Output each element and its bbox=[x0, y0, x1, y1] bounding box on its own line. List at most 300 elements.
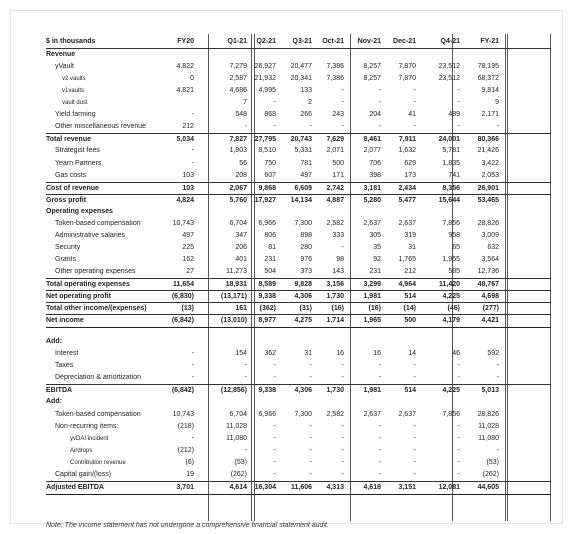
table-cell: 11,420 bbox=[438, 281, 460, 288]
table-cell: - bbox=[378, 446, 381, 454]
table-cell: 976 bbox=[300, 255, 312, 263]
table-cell: 5,280 bbox=[363, 196, 381, 204]
table-cell: 2 bbox=[308, 99, 312, 107]
table-row bbox=[46, 433, 551, 445]
table-cell: 162 bbox=[182, 255, 194, 263]
table-header-row bbox=[46, 36, 551, 49]
table-cell: 4,821 bbox=[176, 87, 194, 95]
table-cell: 3,299 bbox=[363, 281, 381, 288]
table-cell: 21,426 bbox=[477, 147, 499, 155]
table-cell: 81 bbox=[268, 243, 276, 251]
table-cell: 11,028 bbox=[226, 422, 247, 430]
table-cell: - bbox=[309, 374, 312, 382]
table-cell: - bbox=[457, 434, 460, 442]
table-cell: - bbox=[309, 422, 312, 430]
table-cell: 3,009 bbox=[481, 231, 499, 239]
table-cell: 1,632 bbox=[398, 147, 416, 155]
table-row bbox=[46, 218, 551, 230]
table-cell: 143 bbox=[332, 267, 344, 275]
table-cell: 8,257 bbox=[363, 75, 381, 83]
table-cell: 44,605 bbox=[477, 483, 499, 491]
table-cell: 6,966 bbox=[258, 410, 276, 418]
table-cell: 20,341 bbox=[290, 75, 312, 83]
table-cell: 514 bbox=[404, 387, 416, 395]
table-cell: 103 bbox=[182, 171, 194, 179]
table-cell: 2,434 bbox=[398, 184, 416, 192]
table-cell: 15,644 bbox=[438, 196, 460, 204]
table-cell: - bbox=[273, 446, 276, 454]
table-row bbox=[46, 445, 551, 457]
table-row bbox=[46, 194, 551, 207]
table-cell: 154 bbox=[235, 350, 247, 358]
table-cell: - bbox=[496, 362, 499, 370]
table-cell: 7,629 bbox=[326, 136, 344, 144]
table-row bbox=[46, 206, 551, 218]
table-cell: 1,765 bbox=[398, 255, 416, 263]
table-cell: 2,637 bbox=[398, 410, 416, 418]
table-row bbox=[46, 302, 551, 315]
table-cell: (12,856) bbox=[220, 387, 247, 395]
table-row bbox=[46, 457, 551, 469]
table-cell: 781 bbox=[300, 159, 312, 167]
table-row bbox=[46, 97, 551, 109]
table-cell: 7,827 bbox=[229, 136, 247, 144]
table-cell: 898 bbox=[300, 231, 312, 239]
table-cell: - bbox=[309, 362, 312, 370]
row-label: Capital gain/(loss) bbox=[55, 470, 112, 478]
table-cell: 103 bbox=[182, 184, 194, 192]
table-cell: 46 bbox=[452, 350, 460, 358]
table-cell: 1,835 bbox=[442, 159, 460, 167]
table-cell: - bbox=[378, 458, 381, 466]
table-cell: (6,842) bbox=[171, 317, 194, 325]
table-cell: - bbox=[244, 374, 247, 382]
table-cell: 629 bbox=[404, 159, 416, 167]
table-cell: - bbox=[413, 87, 416, 95]
table-cell: 2,067 bbox=[229, 184, 247, 192]
table-cell: 133 bbox=[300, 87, 312, 95]
table-cell: 706 bbox=[369, 159, 381, 167]
column-header: Q1-21 bbox=[227, 38, 247, 45]
row-label: Security bbox=[55, 243, 81, 251]
table-row bbox=[46, 109, 551, 121]
table-cell: - bbox=[496, 446, 499, 454]
row-label: v1vaults bbox=[62, 88, 85, 95]
table-row bbox=[46, 242, 551, 254]
table-cell: - bbox=[191, 374, 194, 382]
table-cell: 9,338 bbox=[258, 387, 276, 395]
table-cell bbox=[152, 97, 194, 109]
table-cell: 10,743 bbox=[172, 410, 194, 418]
table-cell: - bbox=[413, 99, 416, 107]
table-cell: - bbox=[341, 123, 344, 131]
table-cell: - bbox=[273, 362, 276, 370]
table-cell: (14) bbox=[403, 305, 416, 313]
table-row bbox=[46, 469, 551, 481]
table-cell: - bbox=[341, 243, 344, 251]
table-cell: 204 bbox=[369, 111, 381, 119]
table-cell: 2,582 bbox=[326, 410, 344, 418]
table-row bbox=[46, 133, 551, 146]
table-cell: - bbox=[191, 111, 194, 119]
table-cell: - bbox=[273, 422, 276, 430]
table-cell: - bbox=[341, 362, 344, 370]
table-row bbox=[46, 266, 551, 278]
table-cell: (13,171) bbox=[220, 293, 247, 301]
table-cell: 868 bbox=[264, 111, 276, 119]
table-row bbox=[46, 49, 551, 61]
table-cell: 24,001 bbox=[438, 136, 460, 144]
table-cell: - bbox=[378, 422, 381, 430]
table-cell: 7,856 bbox=[442, 410, 460, 418]
table-cell: 958 bbox=[448, 231, 460, 239]
row-label: Net income bbox=[46, 317, 84, 325]
table-cell: 2,582 bbox=[326, 219, 344, 227]
table-cell: 3,422 bbox=[481, 159, 499, 167]
table-row bbox=[46, 409, 551, 421]
table-cell: - bbox=[191, 434, 194, 442]
table-cell: 347 bbox=[235, 231, 247, 239]
table-row bbox=[46, 73, 551, 85]
table-cell: 8,589 bbox=[258, 281, 276, 288]
table-cell: 1,714 bbox=[326, 317, 344, 325]
row-label: Interest bbox=[55, 350, 79, 358]
table-cell: 7,386 bbox=[326, 75, 344, 83]
table-cell: - bbox=[496, 374, 499, 382]
table-cell: 7,870 bbox=[398, 63, 416, 71]
table-cell: (13,010) bbox=[220, 317, 247, 325]
table-row bbox=[46, 421, 551, 433]
row-label: Taxes bbox=[55, 362, 74, 370]
row-label: Total operating expenses bbox=[46, 281, 130, 288]
table-cell: 2,637 bbox=[398, 219, 416, 227]
table-cell: - bbox=[457, 123, 460, 131]
table-cell: 26,901 bbox=[477, 184, 499, 192]
table-cell: - bbox=[378, 470, 381, 478]
table-row bbox=[46, 290, 551, 303]
table-cell: 2,637 bbox=[363, 410, 381, 418]
table-cell: - bbox=[378, 123, 381, 131]
table-cell: 212 bbox=[404, 267, 416, 275]
table-cell: 231 bbox=[369, 267, 381, 275]
row-label: Token-based compensation bbox=[55, 410, 141, 418]
table-cell: 20,477 bbox=[290, 63, 312, 71]
table-cell: 2,053 bbox=[481, 171, 499, 179]
table-cell: - bbox=[273, 99, 276, 107]
table-cell: - bbox=[413, 434, 416, 442]
table-cell: 4,964 bbox=[398, 281, 416, 288]
table-cell: - bbox=[273, 123, 276, 131]
table-cell: (31) bbox=[299, 305, 312, 313]
table-cell: 14,134 bbox=[290, 196, 312, 204]
table-cell: 741 bbox=[448, 171, 460, 179]
row-label: vault dust bbox=[62, 100, 88, 107]
table-cell: - bbox=[413, 422, 416, 430]
table-cell: 319 bbox=[404, 231, 416, 239]
table-cell: - bbox=[378, 87, 381, 95]
table-cell: 373 bbox=[300, 267, 312, 275]
row-label: Other miscellaneous revenue bbox=[55, 123, 147, 131]
table-cell: 16 bbox=[373, 350, 381, 358]
table-cell: 5,760 bbox=[229, 196, 247, 204]
row-label: Add: bbox=[46, 398, 62, 406]
table-cell: 56 bbox=[239, 159, 247, 167]
table-cell: 0 bbox=[190, 75, 194, 83]
table-cell: 7 bbox=[243, 99, 247, 107]
table-cell: - bbox=[309, 470, 312, 478]
table-row bbox=[46, 360, 551, 372]
table-cell: 11,654 bbox=[172, 281, 194, 288]
table-cell: (53) bbox=[234, 458, 247, 466]
table-cell: 1,981 bbox=[363, 387, 381, 395]
table-cell: 607 bbox=[264, 171, 276, 179]
table-cell: 514 bbox=[404, 293, 416, 301]
row-label: Token-based compensation bbox=[55, 219, 141, 227]
table-cell: 17,927 bbox=[254, 196, 276, 204]
table-cell: - bbox=[457, 362, 460, 370]
row-label: Revenue bbox=[46, 51, 76, 59]
table-cell: 8,257 bbox=[363, 63, 381, 71]
table-cell: 548 bbox=[235, 111, 247, 119]
table-cell: 750 bbox=[264, 159, 276, 167]
table-cell: 23,512 bbox=[438, 63, 460, 71]
table-cell: 28,826 bbox=[477, 410, 499, 418]
audit-note: Note: The income statement has not undergone a comprehensive financial statement audit. bbox=[46, 522, 329, 529]
row-label: Depreciation & amortization bbox=[55, 374, 141, 382]
column-header: Q2-21 bbox=[256, 38, 276, 45]
row-label: Grants bbox=[55, 255, 77, 263]
table-row bbox=[46, 384, 551, 397]
table-cell: - bbox=[341, 374, 344, 382]
table-cell: 92 bbox=[373, 255, 381, 263]
table-cell: 19 bbox=[186, 470, 194, 478]
table-cell: (277) bbox=[482, 305, 499, 313]
table-cell: 243 bbox=[332, 111, 344, 119]
column-header: Q3-21 bbox=[292, 38, 312, 45]
row-label: Adjusted EBITDA bbox=[46, 483, 104, 491]
row-label: yvDAI incident bbox=[70, 435, 109, 442]
row-label: Administrative salaries bbox=[55, 231, 126, 239]
table-cell: 7,856 bbox=[442, 219, 460, 227]
table-cell: 2,071 bbox=[326, 147, 344, 155]
table-cell: 12,736 bbox=[477, 267, 499, 275]
table-row bbox=[46, 121, 551, 133]
table-cell: 500 bbox=[404, 317, 416, 325]
column-header: Oct-21 bbox=[322, 38, 344, 45]
row-label: Contribution revenue bbox=[70, 459, 126, 466]
table-cell: - bbox=[341, 87, 344, 95]
table-row bbox=[46, 170, 551, 182]
table-cell: 6,704 bbox=[229, 219, 247, 227]
table-cell: - bbox=[457, 458, 460, 466]
table-cell: 27 bbox=[186, 267, 194, 275]
table-cell: - bbox=[378, 362, 381, 370]
table-cell: - bbox=[191, 362, 194, 370]
row-label: Non-recurring items: bbox=[55, 422, 119, 430]
table-cell: 585 bbox=[448, 267, 460, 275]
table-cell: 8,510 bbox=[258, 147, 276, 155]
table-cell: 333 bbox=[332, 231, 344, 239]
table-cell: 35 bbox=[373, 243, 381, 251]
table-cell: 11,080 bbox=[478, 434, 499, 442]
table-cell: - bbox=[457, 374, 460, 382]
table-cell: (16) bbox=[331, 305, 344, 313]
table-cell: 4,887 bbox=[326, 196, 344, 204]
table-cell: 31 bbox=[304, 350, 312, 358]
table-cell: - bbox=[378, 434, 381, 442]
column-header: Q4-21 bbox=[440, 38, 460, 45]
table-cell: - bbox=[244, 362, 247, 370]
table-cell: - bbox=[273, 470, 276, 478]
table-cell: - bbox=[413, 446, 416, 454]
table-cell: 53,465 bbox=[477, 196, 499, 204]
table-cell: 28,826 bbox=[477, 219, 499, 227]
table-cell: - bbox=[496, 123, 499, 131]
table-cell: 4,995 bbox=[258, 87, 276, 95]
table-cell: - bbox=[457, 87, 460, 95]
table-cell: - bbox=[341, 422, 344, 430]
table-cell: - bbox=[341, 458, 344, 466]
table-cell: 27,795 bbox=[254, 136, 276, 144]
table-cell: (53) bbox=[486, 458, 499, 466]
table-cell: 14 bbox=[408, 350, 416, 358]
table-cell: 4,225 bbox=[442, 293, 460, 301]
table-cell: 398 bbox=[369, 171, 381, 179]
row-label: Gross profit bbox=[46, 196, 87, 204]
table-cell: 3,151 bbox=[398, 483, 416, 491]
table-cell: 21,932 bbox=[254, 75, 276, 83]
table-cell: (6) bbox=[185, 458, 194, 466]
table-cell: - bbox=[457, 99, 460, 107]
row-label: EBITDA bbox=[46, 387, 73, 395]
table-cell: 5,781 bbox=[442, 147, 460, 155]
table-cell: 500 bbox=[332, 159, 344, 167]
row-label: Yearn Partners bbox=[55, 159, 102, 167]
table-cell: - bbox=[413, 458, 416, 466]
table-cell: (218) bbox=[177, 422, 194, 430]
table-cell: - bbox=[309, 458, 312, 466]
table-cell: 4,225 bbox=[442, 387, 460, 395]
table-cell: 68,372 bbox=[477, 75, 499, 83]
table-row bbox=[46, 182, 551, 195]
table-cell: 231 bbox=[264, 255, 276, 263]
table-row bbox=[46, 254, 551, 266]
table-cell: - bbox=[309, 123, 312, 131]
table-row bbox=[46, 396, 551, 408]
table-row bbox=[46, 61, 551, 73]
table-cell: (6,830) bbox=[171, 293, 194, 301]
row-label: Net operating profit bbox=[46, 293, 111, 301]
table-cell: 4,686 bbox=[229, 87, 247, 95]
table-cell: 4,275 bbox=[294, 317, 312, 325]
table-cell: - bbox=[309, 446, 312, 454]
table-cell: 8,977 bbox=[258, 317, 276, 325]
row-label: Other operating expenses bbox=[55, 267, 136, 275]
table-cell: 11,080 bbox=[226, 434, 247, 442]
table-cell: 362 bbox=[264, 350, 276, 358]
table-cell: 9,828 bbox=[294, 281, 312, 288]
table-cell: (46) bbox=[447, 305, 460, 313]
table-cell: 401 bbox=[235, 255, 247, 263]
table-cell: 497 bbox=[182, 231, 194, 239]
row-label: Cost of revenue bbox=[46, 184, 99, 192]
table-cell: 31 bbox=[408, 243, 416, 251]
table-cell: - bbox=[413, 374, 416, 382]
table-cell: 23,512 bbox=[438, 75, 460, 83]
row-label: Gas costs bbox=[55, 171, 87, 179]
row-label: Add: bbox=[46, 338, 62, 346]
row-label: Total other income/(expenses) bbox=[46, 305, 147, 313]
table-cell: 4,179 bbox=[442, 317, 460, 325]
table-cell: 266 bbox=[300, 111, 312, 119]
table-cell: - bbox=[273, 434, 276, 442]
table-cell: (262) bbox=[230, 470, 247, 478]
table-cell: 6,966 bbox=[258, 219, 276, 227]
table-cell: 1,965 bbox=[363, 317, 381, 325]
table-cell: 7,279 bbox=[229, 63, 247, 71]
table-cell: 7,386 bbox=[326, 63, 344, 71]
table-cell: 98 bbox=[336, 255, 344, 263]
table-cell: 12,081 bbox=[438, 483, 460, 491]
table-cell: - bbox=[457, 446, 460, 454]
unit-label: $ in thousands bbox=[46, 38, 96, 45]
table-cell: - bbox=[413, 470, 416, 478]
row-label: v2 vaults bbox=[62, 76, 86, 83]
row-label: Total revenue bbox=[46, 136, 91, 144]
table-cell: 305 bbox=[369, 231, 381, 239]
table-row bbox=[46, 336, 551, 348]
table-cell: 7,870 bbox=[398, 75, 416, 83]
table-cell: 225 bbox=[182, 243, 194, 251]
table-cell: 2,171 bbox=[481, 111, 499, 119]
table-cell: 3,156 bbox=[326, 281, 344, 288]
table-cell: - bbox=[341, 446, 344, 454]
table-cell: - bbox=[413, 362, 416, 370]
table-cell: - bbox=[273, 458, 276, 466]
table-cell: 632 bbox=[487, 243, 499, 251]
table-cell: 9,814 bbox=[481, 87, 499, 95]
table-cell: 16 bbox=[336, 350, 344, 358]
table-cell: - bbox=[457, 422, 460, 430]
table-cell: 16,304 bbox=[254, 483, 276, 491]
table-cell: 497 bbox=[300, 171, 312, 179]
column-header: FY-21 bbox=[480, 38, 499, 45]
table-cell: 4,306 bbox=[294, 387, 312, 395]
table-cell: 3,181 bbox=[363, 184, 381, 192]
table-cell: 10,743 bbox=[172, 219, 194, 227]
table-cell: 4,698 bbox=[481, 293, 499, 301]
table-cell: 65 bbox=[452, 243, 460, 251]
table-cell: 212 bbox=[182, 123, 194, 131]
table-row bbox=[46, 348, 551, 360]
column-header: Dec-21 bbox=[393, 38, 416, 45]
table-cell: 206 bbox=[235, 243, 247, 251]
table-cell: - bbox=[244, 446, 247, 454]
table-cell: 5,013 bbox=[481, 387, 499, 395]
table-cell: 7,300 bbox=[294, 219, 312, 227]
table-cell: - bbox=[309, 434, 312, 442]
table-cell: 4,618 bbox=[363, 483, 381, 491]
table-cell: 2,077 bbox=[363, 147, 381, 155]
table-cell: 1,730 bbox=[326, 293, 344, 301]
table-cell: - bbox=[191, 159, 194, 167]
table-cell: 4,614 bbox=[229, 483, 247, 491]
table-cell: (16) bbox=[368, 305, 381, 313]
table-cell: - bbox=[413, 123, 416, 131]
table-cell: 806 bbox=[264, 231, 276, 239]
table-cell: 4,306 bbox=[294, 293, 312, 301]
table-cell: 9,338 bbox=[258, 293, 276, 301]
